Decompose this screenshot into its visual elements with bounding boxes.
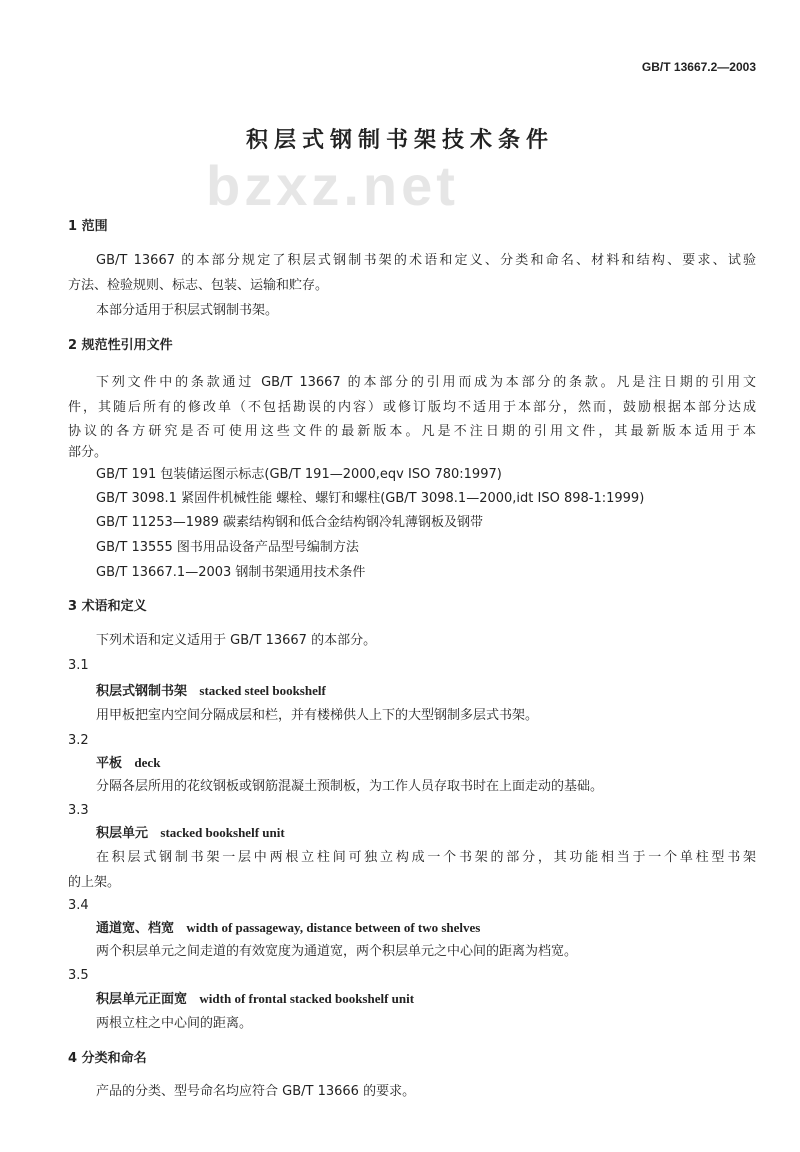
standard-number: GB/T 13667.2—2003 [641, 60, 756, 74]
reference-item: GB/T 3098.1 紧固件机械性能 螺栓、螺钉和螺柱(GB/T 3098.1—2000,idt ISO 898-1:1999) [96, 491, 645, 506]
term-zh: 积层单元 [96, 826, 149, 841]
term-definition: 两个积层单元之间走道的有效宽度为通道宽，两个积层单元之中心间的距离为档宽。 [96, 944, 578, 959]
term-en: stacked bookshelf unit [160, 825, 285, 840]
paragraph: 部分。 [68, 445, 108, 460]
paragraph: 下列术语和定义适用于 GB/T 13667 的本部分。 [96, 633, 377, 648]
paragraph: 下列文件中的条款通过 GB/T 13667 的本部分的引用而成为本部分的条款。凡是注日期的引用文 [96, 375, 756, 390]
paragraph: GB/T 13667 的本部分规定了积层式钢制书架的术语和定义、分类和命名、材料和结构、要求、试验 [96, 253, 756, 268]
reference-item: GB/T 13555 图书用品设备产品型号编制方法 [96, 540, 359, 555]
term-title [96, 990, 414, 1009]
term-number: 3.1 [68, 658, 89, 673]
term-zh: 通道宽、档宽 [96, 921, 175, 936]
term-zh: 积层式钢制书架 [96, 684, 188, 699]
paragraph: 本部分适用于积层式钢制书架。 [96, 303, 279, 318]
term-definition: 用甲板把室内空间分隔成层和栏，并有楼梯供人上下的大型钢制多层式书架。 [96, 708, 539, 723]
term-number: 3.5 [68, 968, 89, 983]
term-title [96, 682, 326, 701]
watermark: bzxz.net [206, 154, 459, 217]
page-title: 积层式钢制书架技术条件 [245, 128, 554, 153]
reference-item: GB/T 11253—1989 碳素结构钢和低合金结构钢冷轧薄钢板及钢带 [96, 515, 484, 530]
term-zh: 积层单元正面宽 [96, 992, 188, 1007]
term-definition: 分隔各层所用的花纹钢板或钢筋混凝土预制板，为工作人员存取书时在上面走动的基础。 [96, 779, 604, 794]
term-en: deck [134, 755, 161, 770]
term-number: 3.3 [68, 803, 89, 818]
term-en: stacked steel bookshelf [199, 683, 326, 698]
paragraph: 方法、检验规则、标志、包装、运输和贮存。 [68, 278, 329, 293]
section-4-heading: 4 分类和命名 [68, 1051, 147, 1066]
term-en: width of passageway, distance between of two shelves [186, 920, 481, 935]
term-title [96, 754, 160, 773]
section-1-heading: 1 范围 [68, 219, 108, 234]
paragraph: 协议的各方研究是否可使用这些文件的最新版本。凡是不注日期的引用文件，其最新版本适用于本 [68, 424, 756, 439]
term-definition: 两根立柱之中心间的距离。 [96, 1016, 253, 1031]
term-definition: 在积层式钢制书架一层中两根立柱间可独立构成一个书架的部分，其功能相当于一个单柱型书架 [96, 850, 756, 865]
term-number: 3.4 [68, 898, 89, 913]
term-en: width of frontal stacked bookshelf unit [199, 991, 415, 1006]
term-zh: 平板 [96, 756, 123, 771]
paragraph: 件，其随后所有的修改单（不包括勘误的内容）或修订版均不适用于本部分，然而，鼓励根据本部分达成 [68, 400, 756, 415]
reference-item: GB/T 13667.1—2003 钢制书架通用技术条件 [96, 565, 366, 580]
reference-item: GB/T 191 包装储运图示标志(GB/T 191—2000,eqv ISO 780:1997) [96, 467, 502, 482]
paragraph: 产品的分类、型号命名均应符合 GB/T 13666 的要求。 [96, 1084, 416, 1099]
term-title [96, 824, 285, 843]
section-3-heading: 3 术语和定义 [68, 599, 147, 614]
term-title [96, 919, 480, 938]
section-2-heading: 2 规范性引用文件 [68, 338, 173, 353]
term-number: 3.2 [68, 733, 89, 748]
term-definition: 的上架。 [68, 875, 121, 890]
